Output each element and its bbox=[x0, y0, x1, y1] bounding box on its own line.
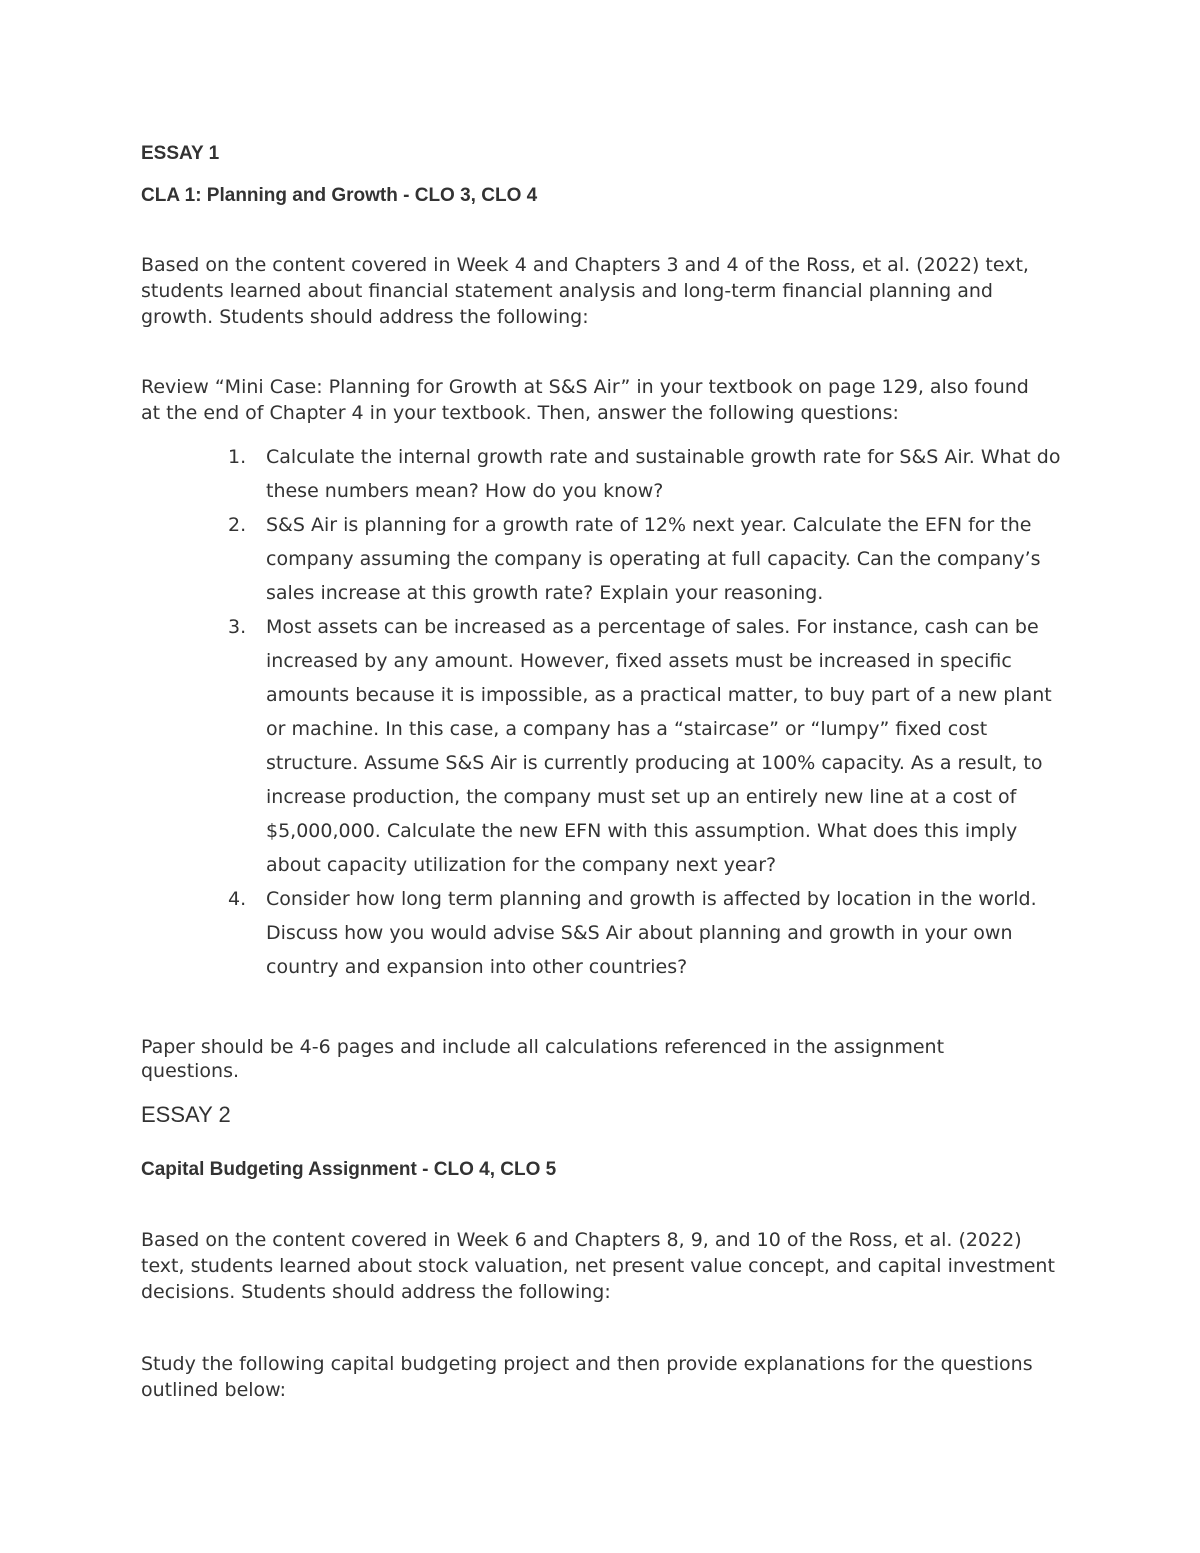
question-number: 4. bbox=[228, 888, 247, 910]
essay2-study-paragraph: Study the following capital budgeting project and then provide explanations for the questions outlined below: bbox=[141, 1353, 1033, 1401]
essay2-intro-paragraph: Based on the content covered in Week 6 and Chapters 8, 9, and 10 of the Ross, et al. (2022) text, students learned about stock valuation, net present value concept, and capital investment decisions. Students should address the following: bbox=[141, 1229, 1055, 1303]
question-item-2 bbox=[228, 508, 1068, 610]
essay1-review-paragraph: Review “Mini Case: Planning for Growth at S&S Air” in your textbook on page 129, also found at the end of Chapter 4 in your textbook. Then, answer the following questions: bbox=[141, 376, 1029, 424]
essay1-heading: ESSAY 1 bbox=[141, 143, 220, 164]
question-text: S&S Air is planning for a growth rate of 12% next year. Calculate the EFN for the company assuming the company is operating at full capacity. Can the company’s sales increase at this growth rate? Explain your reasoning. bbox=[266, 514, 1041, 604]
question-text: Most assets can be increased as a percentage of sales. For instance, cash can be increased by any amount. However, fixed assets must be increased in specific amounts because it is impossible, as a practical matter, to buy part of a new plant or machine. In this case, a company has a “staircase” or “lumpy” fixed cost structure. Assume S&S Air is currently producing at 100% capacity. As a result, to increase production, the company must set up an entirely new line at a cost of $5,000,000. Calculate the new EFN with this assumption. What does this imply about capacity utilization for the company next year? bbox=[266, 616, 1052, 876]
question-number: 1. bbox=[228, 446, 247, 468]
question-number: 2. bbox=[228, 514, 247, 536]
essay2-heading: ESSAY 2 bbox=[141, 1102, 231, 1127]
essay1-question-list bbox=[228, 440, 1068, 984]
question-number: 3. bbox=[228, 616, 247, 638]
essay1-paper-requirements: Paper should be 4-6 pages and include all calculations referenced in the assignment questions. bbox=[141, 1036, 945, 1082]
essay1-intro-paragraph: Based on the content covered in Week 4 and Chapters 3 and 4 of the Ross, et al. (2022) text, students learned about financial statement analysis and long-term financial planning and growth. Students should address the following: bbox=[141, 254, 1029, 328]
question-text: Calculate the internal growth rate and sustainable growth rate for S&S Air. What do these numbers mean? How do you know? bbox=[266, 446, 1061, 502]
essay2-subheading: Capital Budgeting Assignment - CLO 4, CLO 5 bbox=[141, 1159, 557, 1180]
question-item-3 bbox=[228, 610, 1068, 882]
question-item-1 bbox=[228, 440, 1068, 508]
question-item-4 bbox=[228, 882, 1068, 984]
essay1-subheading: CLA 1: Planning and Growth - CLO 3, CLO 4 bbox=[141, 185, 538, 206]
question-text: Consider how long term planning and growth is affected by location in the world. Discuss how you would advise S&S Air about planning and growth in your own country and expansion into other countries? bbox=[266, 888, 1037, 978]
